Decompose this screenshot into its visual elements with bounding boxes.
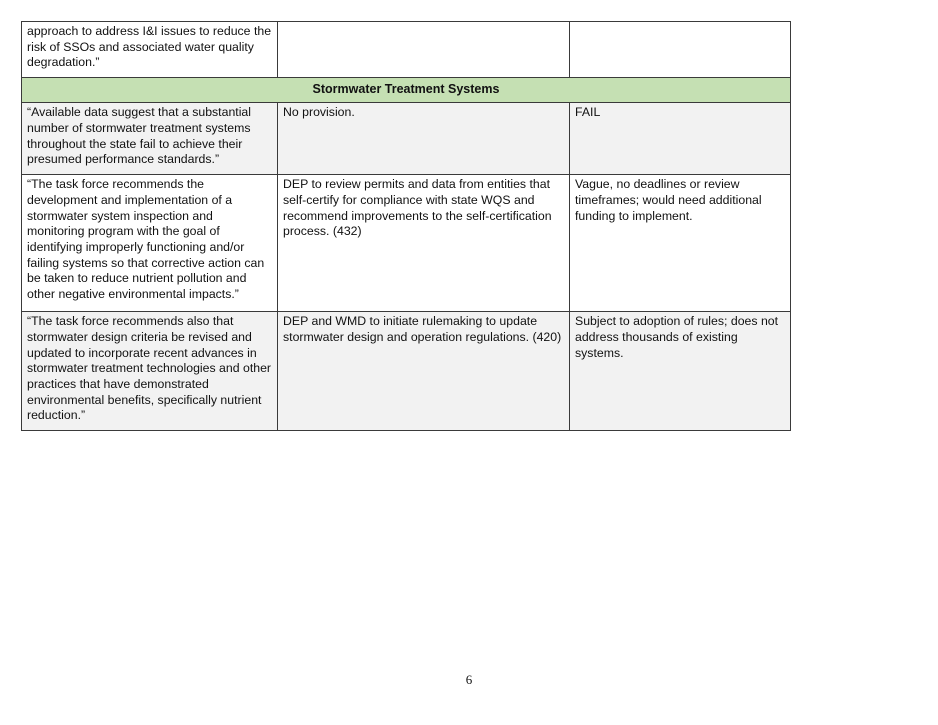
recommendations-table [21, 21, 791, 431]
provision-cell: No provision. [278, 103, 570, 175]
section-header-row [22, 78, 791, 103]
assessment-cell: Vague, no deadlines or review timeframes; would need additional funding to implement. [570, 175, 791, 312]
provision-cell: DEP to review permits and data from entities that self-certify for compliance with state WQS and recommend improvements to the self-certification process. (432) [278, 175, 570, 312]
assessment-cell: FAIL [570, 103, 791, 175]
recommendation-cell: “Available data suggest that a substantial number of stormwater treatment systems throughout the state fail to achieve their presumed performance standards.” [22, 103, 278, 175]
recommendation-cell: approach to address I&I issues to reduce the risk of SSOs and associated water quality degradation.” [22, 22, 278, 78]
table-row [22, 312, 791, 431]
table-row [22, 175, 791, 312]
recommendation-cell: “The task force recommends also that stormwater design criteria be revised and updated to incorporate recent advances in stormwater treatment technologies and other practices that have demonstrated environmental benefits, specifically nutrient reduction.” [22, 312, 278, 431]
provision-cell [278, 22, 570, 78]
table-row [22, 22, 791, 78]
recommendation-cell: “The task force recommends the development and implementation of a stormwater system inspection and monitoring program with the goal of identifying improperly functioning and/or failing systems so that corrective action can be taken to reduce nutrient pollution and other negative environmental impacts.” [22, 175, 278, 312]
page-number: 6 [465, 672, 473, 687]
assessment-cell: Subject to adoption of rules; does not address thousands of existing systems. [570, 312, 791, 431]
table-row [22, 103, 791, 175]
section-title: Stormwater Treatment Systems [22, 78, 791, 103]
provision-cell: DEP and WMD to initiate rulemaking to update stormwater design and operation regulations. (420) [278, 312, 570, 431]
assessment-cell [570, 22, 791, 78]
